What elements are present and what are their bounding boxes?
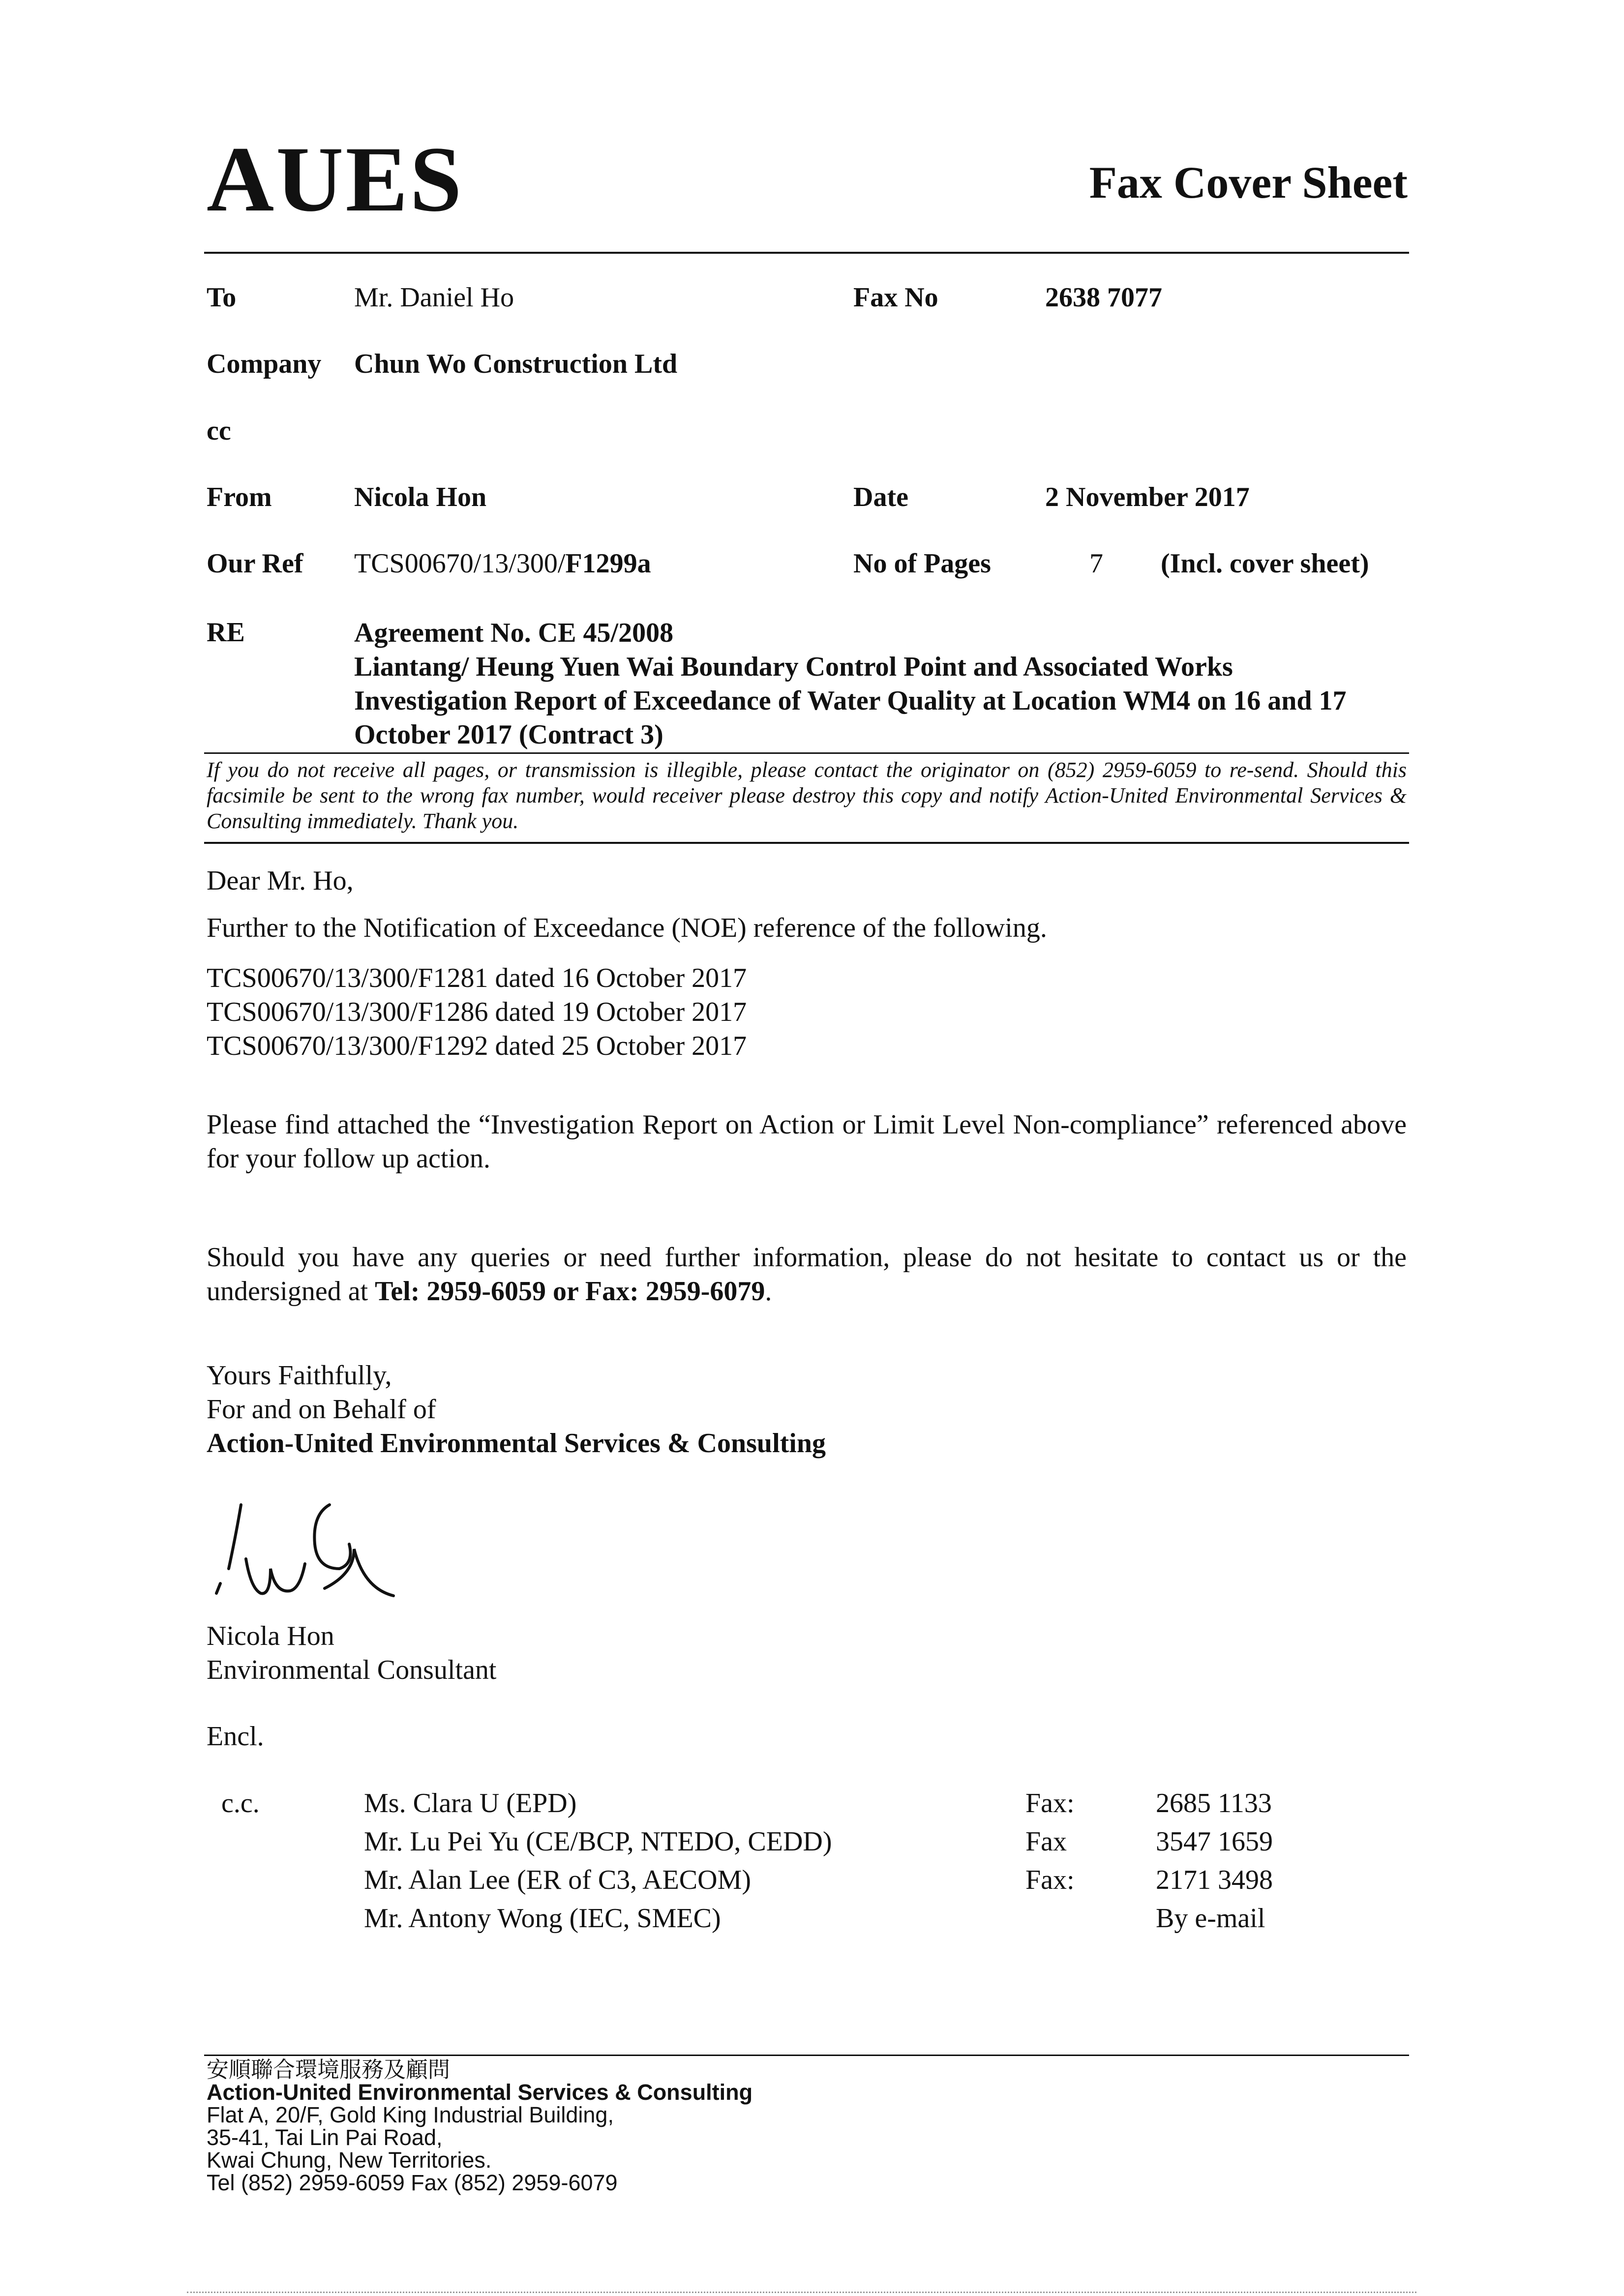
footer-address-2: 35-41, Tai Lin Pai Road, (207, 2125, 443, 2150)
cc-name-2: Mr. Lu Pei Yu (CE/BCP, NTEDO, CEDD) (364, 1826, 832, 1857)
footer-divider (204, 2055, 1409, 2056)
ref-suffix: F1299a (565, 548, 651, 579)
notice-top-divider (204, 752, 1409, 754)
cc-name-1: Ms. Clara U (EPD) (364, 1788, 577, 1819)
cc-list-label: c.c. (221, 1788, 260, 1819)
noe-ref-3: TCS00670/13/300/F1292 dated 25 October 2017 (207, 1031, 747, 1061)
signature-image (207, 1495, 413, 1608)
date-label: Date (853, 482, 908, 512)
noe-ref-2: TCS00670/13/300/F1286 dated 19 October 2017 (207, 997, 747, 1027)
cc-fax-1: 2685 1133 (1156, 1788, 1272, 1819)
re-label: RE (207, 617, 245, 648)
intro-text: Further to the Notification of Exceedance (NOE) reference of the following. (207, 913, 1047, 943)
pages-label: No of Pages (853, 548, 991, 579)
to-label: To (207, 282, 237, 313)
to-value: Mr. Daniel Ho (354, 282, 514, 313)
scan-edge-line (187, 2292, 1416, 2293)
salutation: Dear Mr. Ho, (207, 865, 354, 896)
cc-fax-3: 2171 3498 (1156, 1865, 1273, 1895)
re-subject (354, 616, 1412, 752)
attachment-paragraph: Please find attached the “Investigation Report on Action or Limit Level Non-compliance” referenced above for your follow up action. (207, 1109, 1407, 1174)
fax-label: Fax No (853, 282, 938, 313)
company-value: Chun Wo Construction Ltd (354, 349, 678, 379)
cc-name-3: Mr. Alan Lee (ER of C3, AECOM) (364, 1865, 752, 1895)
ref-label: Our Ref (207, 548, 303, 579)
re-line-3: Investigation Report of Exceedance of Water Quality at Location WM4 on 16 and 17 October 2017 (Contract 3) (354, 686, 1347, 750)
cc-fax-label-1: Fax: (1025, 1788, 1075, 1819)
ref-prefix: TCS00670/13/300/ (354, 548, 566, 579)
company-logo: AUES (207, 128, 464, 231)
closing-line-1: Yours Faithfully, (207, 1360, 392, 1391)
footer-company-en: Action-United Environmental Services & Consulting (207, 2080, 753, 2105)
page-title: Fax Cover Sheet (1089, 157, 1408, 208)
pages-note: (Incl. cover sheet) (1161, 548, 1369, 579)
ref-value (354, 547, 651, 580)
from-value: Nicola Hon (354, 482, 487, 512)
cc-fax-4: By e-mail (1156, 1903, 1265, 1934)
closing-company: Action-United Environmental Services & Consulting (207, 1428, 826, 1459)
re-line-2: Liantang/ Heung Yuen Wai Boundary Control Point and Associated Works (354, 652, 1233, 682)
contact-end: . (765, 1276, 772, 1307)
footer-contact: Tel (852) 2959-6059 Fax (852) 2959-6079 (207, 2170, 618, 2195)
notice-bottom-divider (204, 842, 1409, 844)
company-label: Company (207, 349, 322, 379)
footer-company-cn: 安順聯合環境服務及顧問 (207, 2057, 451, 2083)
re-line-1: Agreement No. CE 45/2008 (354, 618, 674, 648)
footer-address-3: Kwai Chung, New Territories. (207, 2147, 492, 2173)
cc-name-4: Mr. Antony Wong (IEC, SMEC) (364, 1903, 721, 1934)
transmission-notice: If you do not receive all pages, or transmission is illegible, please contact the originator on (852) 2959-6059 to re-send. Should this facsimile be sent to the wrong fax number, would receiver please destroy this copy and notify Action-United Environmental Services & Consulting immediately. Thank you. (207, 758, 1407, 833)
cc-fax-2: 3547 1659 (1156, 1826, 1273, 1857)
contact-text: Should you have any queries or need further information, please do not hesitate to contact us or the undersigned at (207, 1242, 1407, 1307)
closing-line-2: For and on Behalf of (207, 1394, 436, 1425)
cc-label: cc (207, 416, 231, 446)
fax-value: 2638 7077 (1045, 282, 1162, 313)
footer-address-1: Flat A, 20/F, Gold King Industrial Building, (207, 2102, 614, 2127)
header-divider (204, 252, 1409, 254)
cc-fax-label-3: Fax: (1025, 1865, 1075, 1895)
signer-name: Nicola Hon (207, 1621, 334, 1651)
enclosure-label: Encl. (207, 1721, 264, 1752)
signer-title: Environmental Consultant (207, 1655, 497, 1685)
contact-numbers: Tel: 2959-6059 or Fax: 2959-6079 (375, 1276, 765, 1307)
from-label: From (207, 482, 272, 512)
noe-ref-1: TCS00670/13/300/F1281 dated 16 October 2017 (207, 963, 747, 993)
contact-paragraph (207, 1241, 1407, 1309)
cc-fax-label-2: Fax (1025, 1826, 1067, 1857)
pages-value: 7 (1089, 548, 1103, 579)
date-value: 2 November 2017 (1045, 482, 1250, 512)
